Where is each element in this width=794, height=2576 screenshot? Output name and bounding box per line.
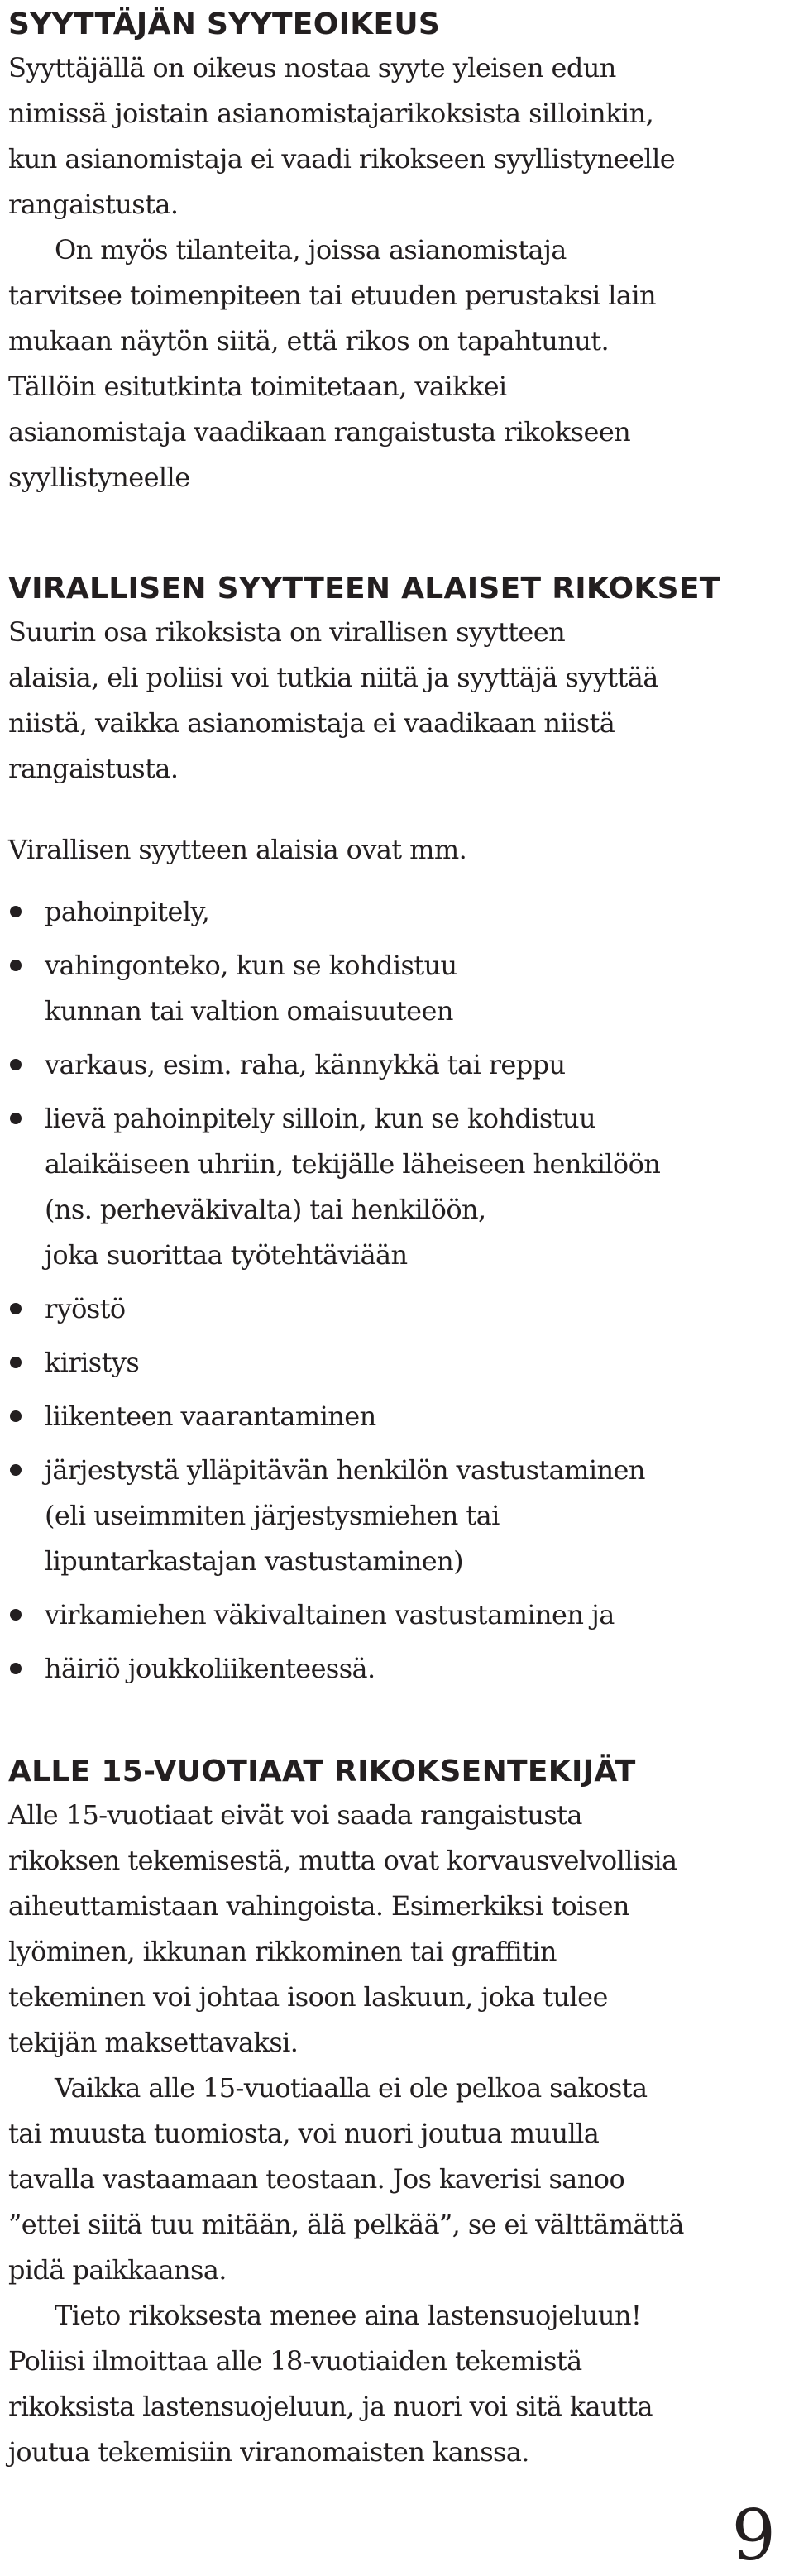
- bullet-icon: [10, 1059, 22, 1070]
- text-line: tekijän maksettavaksi.: [8, 2027, 299, 2058]
- text-line: joutua tekemisiin viranomaisten kanssa.: [8, 2436, 529, 2468]
- text-line: asianomistaja vaadikaan rangaistusta rikokseen: [8, 416, 631, 448]
- text-line: Tieto rikoksesta menee aina lastensuojeluun!: [55, 2300, 642, 2331]
- text-line: lievä pahoinpitely silloin, kun se kohdistuu: [45, 1103, 596, 1134]
- text-line: aiheuttamistaan vahingoista. Esimerkiksi toisen: [8, 1890, 629, 1922]
- list-item: [8, 1646, 777, 1692]
- text-line: virkamiehen väkivaltainen vastustaminen ja: [45, 1599, 615, 1630]
- text-line: joka suorittaa työtehtäviään: [45, 1239, 408, 1271]
- text-line: tarvitsee toimenpiteen tai etuuden perustaksi lain: [8, 280, 656, 311]
- bullet-icon: [10, 1303, 22, 1314]
- text-line: kunnan tai valtion omaisuuteen: [45, 995, 453, 1027]
- text-line: Suurin osa rikoksista on virallisen syytteen: [8, 616, 566, 648]
- list-item: [8, 1394, 777, 1439]
- text-line: rangaistusta.: [8, 189, 179, 220]
- text-line: rikoksista lastensuojeluun, ja nuori voi sitä kautta: [8, 2391, 653, 2422]
- list-item: [8, 1448, 777, 1584]
- offence-list: [8, 889, 777, 1700]
- list-item: [8, 1042, 777, 1088]
- text-line: nimissä joistain asianomistajarikoksista silloinkin,: [8, 98, 654, 129]
- bullet-icon: [10, 1410, 22, 1422]
- text-line: rangaistusta.: [8, 753, 179, 784]
- text-line: järjestystä ylläpitävän henkilön vastustaminen: [45, 1454, 645, 1486]
- bullet-icon: [10, 1464, 22, 1476]
- text-line: varkaus, esim. raha, kännykkä tai reppu: [45, 1049, 566, 1080]
- section-heading-prosecutor: SYYTTÄJÄN SYYTEOIKEUS: [8, 7, 441, 41]
- section-heading-under15: ALLE 15-VUOTIAAT RIKOKSENTEKIJÄT: [8, 1755, 636, 1788]
- list-item: [8, 1096, 777, 1278]
- text-line: kun asianomistaja ei vaadi rikokseen syyllistyneelle: [8, 143, 676, 175]
- bullet-icon: [10, 1663, 22, 1674]
- text-line: pahoinpitely,: [45, 896, 210, 927]
- text-line: ”ettei siitä tuu mitään, älä pelkää”, se ei välttämättä: [8, 2209, 684, 2240]
- bullet-icon: [10, 1357, 22, 1368]
- text-line: Virallisen syytteen alaisia ovat mm.: [8, 834, 467, 865]
- bullet-icon: [10, 906, 22, 917]
- text-line: tai muusta tuomiosta, voi nuori joutua muulla: [8, 2118, 600, 2149]
- list-item: [8, 943, 777, 1034]
- text-line: alaikäiseen uhriin, tekijälle läheiseen henkilöön: [45, 1148, 661, 1180]
- section-body-under15: [8, 1793, 777, 2475]
- text-line: On myös tilanteita, joissa asianomistaja: [55, 234, 567, 266]
- section-body-public-prosecution: [8, 610, 777, 792]
- text-line: vahingonteko, kun se kohdistuu: [45, 950, 457, 981]
- section-heading-public-prosecution: VIRALLISEN SYYTTEEN ALAISET RIKOKSET: [8, 572, 720, 606]
- bullet-icon: [10, 1113, 22, 1124]
- list-item: [8, 1592, 777, 1638]
- list-item: [8, 1286, 777, 1332]
- text-line: Poliisi ilmoittaa alle 18-vuotiaiden tekemistä: [8, 2345, 582, 2377]
- section-body-prosecutor: [8, 45, 777, 500]
- text-line: syyllistyneelle: [8, 462, 190, 493]
- text-line: rikoksen tekemisestä, mutta ovat korvausvelvollisia: [8, 1845, 677, 1876]
- text-line: liikenteen vaarantaminen: [45, 1401, 376, 1432]
- text-line: kiristys: [45, 1347, 140, 1378]
- text-line: (ns. perheväkivalta) tai henkilöön,: [45, 1194, 486, 1225]
- text-line: (eli useimmiten järjestysmiehen tai: [45, 1500, 500, 1531]
- text-line: ryöstö: [45, 1293, 126, 1324]
- bullet-icon: [10, 960, 22, 971]
- text-line: niistä, vaikka asianomistaja ei vaadikaan niistä: [8, 707, 615, 739]
- text-line: Syyttäjällä on oikeus nostaa syyte yleisen edun: [8, 52, 616, 84]
- list-intro: [8, 827, 777, 873]
- text-line: Tällöin esitutkinta toimitetaan, vaikkei: [8, 371, 507, 402]
- text-line: Alle 15-vuotiaat eivät voi saada rangaistusta: [8, 1799, 582, 1831]
- text-line: tekeminen voi johtaa isoon laskuun, joka tulee: [8, 1981, 608, 2013]
- page-number: 9: [731, 2495, 776, 2576]
- text-line: häiriö joukkoliikenteessä.: [45, 1653, 375, 1684]
- text-line: tavalla vastaamaan teostaan. Jos kaverisi sanoo: [8, 2163, 625, 2195]
- bullet-icon: [10, 1609, 22, 1621]
- list-item: [8, 889, 777, 935]
- text-line: lipuntarkastajan vastustaminen): [45, 1545, 464, 1577]
- list-item: [8, 1340, 777, 1386]
- text-line: alaisia, eli poliisi voi tutkia niitä ja syyttäjä syyttää: [8, 662, 658, 693]
- text-line: pidä paikkaansa.: [8, 2254, 227, 2286]
- text-line: Vaikka alle 15-vuotiaalla ei ole pelkoa sakosta: [55, 2072, 648, 2104]
- text-line: mukaan näytön siitä, että rikos on tapahtunut.: [8, 325, 610, 357]
- text-line: lyöminen, ikkunan rikkominen tai graffitin: [8, 1936, 557, 1967]
